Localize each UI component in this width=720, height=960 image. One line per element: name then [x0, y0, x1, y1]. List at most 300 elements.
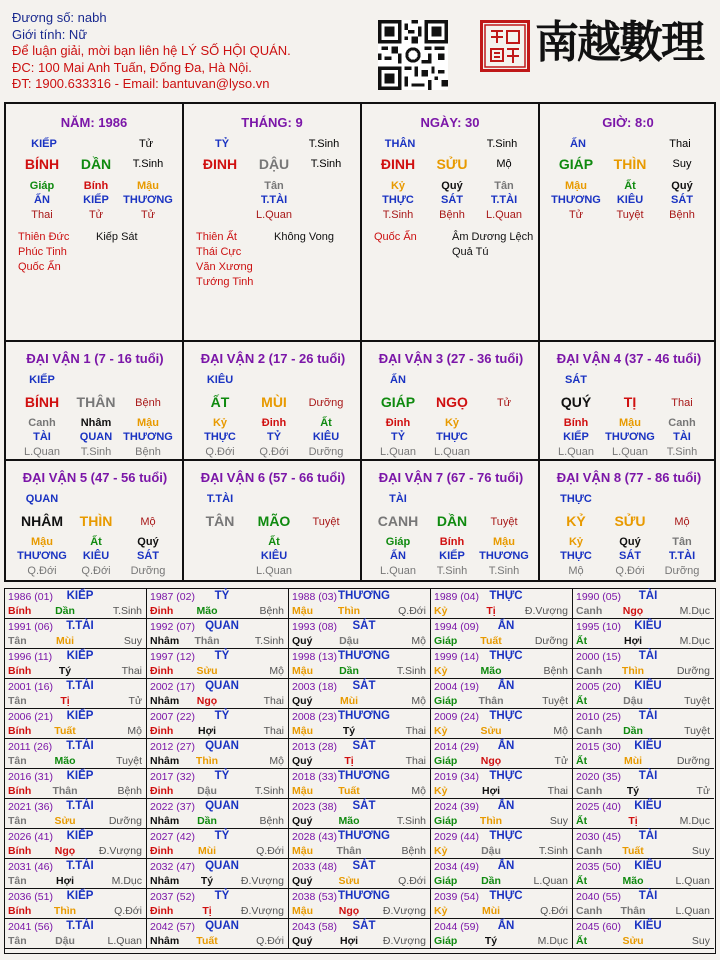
hidden-stem: Tân	[494, 180, 514, 192]
year-label: 2043 (58)	[292, 921, 337, 933]
red-seal-logo	[480, 20, 530, 72]
year-label: 2027 (42)	[150, 831, 195, 843]
heavenly-stem: Bính	[8, 905, 32, 917]
year-label: 2024 (39)	[434, 801, 479, 813]
hidden-stem: Ất	[268, 536, 280, 548]
heavenly-stem: GIÁP	[558, 156, 594, 172]
earthly-branch: Tuất	[622, 845, 644, 857]
ten-god: SÁT	[352, 680, 376, 692]
owner-name: Đương số: nabh	[12, 10, 107, 25]
earthly-branch: Thân	[52, 785, 78, 797]
hidden-ten-god: THƯƠNG	[123, 431, 173, 443]
earthly-branch: Hợi	[56, 875, 74, 887]
hidden-life-stage: Tuyệt	[616, 209, 644, 221]
hidden-ten-god: TÀI	[33, 431, 51, 443]
chart-main	[4, 102, 716, 582]
branch-life-stage: Thai	[671, 397, 693, 409]
annual-cell	[147, 619, 289, 649]
earthly-branch: Tuất	[54, 725, 76, 737]
hidden-stem: Kỷ	[212, 417, 228, 429]
heavenly-stem: Mậu	[292, 665, 313, 677]
annual-cell	[431, 769, 573, 799]
hidden-ten-god: KIÊU	[312, 431, 340, 443]
hidden-life-stage: Tử	[568, 209, 584, 221]
annual-cell	[431, 739, 573, 769]
earthly-branch: Dần	[481, 875, 501, 887]
annual-cell	[431, 859, 573, 889]
year-label: 1997 (12)	[150, 651, 195, 663]
pillar-2	[184, 104, 361, 342]
year-label: 2028 (43)	[292, 831, 337, 843]
hidden-life-stage: L.Quan	[557, 446, 595, 458]
hidden-ten-god: THỰC	[436, 431, 468, 443]
ten-god: TỶ	[214, 138, 230, 150]
life-stage: Suy	[549, 815, 568, 827]
year-label: 2030 (45)	[576, 831, 621, 843]
pillar-title: THÁNG: 9	[241, 115, 303, 130]
earthly-branch: Tị	[202, 905, 212, 917]
year-label: 2004 (19)	[434, 681, 479, 693]
ten-god: KIÊU	[634, 800, 662, 812]
branch-life-stage: T.Sinh	[310, 158, 342, 170]
earthly-branch: NGỌ	[436, 394, 468, 410]
hidden-life-stage: L.Quan	[379, 446, 417, 458]
branch-life-stage: Mộ	[496, 158, 512, 170]
ten-god: TỶ	[214, 830, 230, 842]
year-label: 1998 (13)	[292, 651, 337, 663]
ten-god: THƯƠNG	[338, 770, 390, 782]
hidden-stem: Quý	[137, 536, 159, 548]
contact-address: ĐC: 100 Mai Anh Tuấn, Đống Đa, Hà Nội.	[12, 59, 252, 75]
hidden-life-stage: Q.Đới	[205, 446, 235, 458]
life-stage: M.Dục	[111, 875, 142, 887]
contact-phone-email: ĐT: 1900.633316 - Email: bantuvan@lyso.vn	[12, 76, 270, 91]
year-label: 2000 (15)	[576, 651, 621, 663]
annual-cell	[289, 679, 431, 709]
earthly-branch: MÙI	[261, 394, 287, 410]
year-label: 2037 (52)	[150, 891, 195, 903]
earthly-branch: Mùi	[481, 905, 501, 917]
ten-god: TÀI	[638, 890, 658, 902]
auspicious-star: Tướng Tinh	[196, 276, 254, 288]
year-label: 2035 (50)	[576, 861, 621, 873]
year-label: 1994 (09)	[434, 621, 479, 633]
ten-god: QUAN	[205, 860, 239, 872]
heavenly-stem: Đinh	[150, 665, 174, 677]
annual-cell	[147, 799, 289, 829]
contact-invite: Để luận giải, mời bạn liên hệ LÝ SỐ HỘI QUÁN.	[12, 43, 291, 58]
heavenly-stem: Mậu	[292, 785, 313, 797]
life-stage: Đ.Vượng	[524, 605, 568, 617]
hidden-stem: Canh	[28, 417, 56, 429]
year-label: 1987 (02)	[150, 591, 195, 603]
ten-god: T.TÀI	[66, 680, 94, 692]
pillar-3	[362, 104, 539, 342]
hidden-ten-god: SÁT	[619, 550, 641, 562]
hidden-ten-god: SÁT	[671, 194, 693, 206]
heavenly-stem: ẤT	[210, 394, 230, 410]
life-stage: Tuyệt	[684, 725, 710, 737]
year-label: 2023 (38)	[292, 801, 337, 813]
heavenly-stem: Nhâm	[150, 635, 180, 647]
year-label: 2022 (37)	[150, 801, 195, 813]
hidden-stem: Quý	[441, 180, 463, 192]
heavenly-stem: BÍNH	[24, 394, 60, 410]
ten-god: KIÊU	[634, 680, 662, 692]
hidden-life-stage: L.Quan	[23, 446, 61, 458]
heavenly-stem: Quý	[292, 935, 313, 947]
annual-cell	[5, 709, 147, 739]
year-label: 2010 (25)	[576, 711, 621, 723]
hidden-stem: Ất	[90, 536, 102, 548]
inauspicious-star: Quả Tú	[452, 246, 489, 258]
year-label: 2002 (17)	[150, 681, 195, 693]
hidden-stem: Ất	[624, 180, 636, 192]
ten-god: KIẾP	[66, 770, 94, 782]
heavenly-stem: Kỷ	[434, 665, 448, 677]
ten-god: T.TÀI	[66, 800, 94, 812]
earthly-branch: Thìn	[621, 665, 645, 677]
hidden-stem: Đinh	[385, 417, 411, 429]
ten-god: THỰC	[489, 590, 523, 602]
ten-god: THỰC	[489, 830, 523, 842]
ten-god: TÀI	[638, 770, 658, 782]
annual-cell	[573, 799, 714, 829]
earthly-branch: Thìn	[53, 905, 77, 917]
ten-god: SÁT	[352, 920, 376, 932]
heavenly-stem: KỶ	[566, 513, 586, 529]
year-label: 1986 (01)	[8, 591, 53, 603]
heavenly-stem: Bính	[8, 845, 32, 857]
life-stage: Suy	[123, 635, 142, 647]
hidden-stem: Bính	[83, 180, 109, 192]
earthly-branch: Sửu	[54, 815, 76, 827]
life-stage: Thai	[547, 785, 568, 797]
hidden-stem: Kỷ	[568, 536, 584, 548]
hidden-ten-god: ẤN	[390, 550, 406, 562]
annual-cell	[431, 649, 573, 679]
ten-god: THỰC	[489, 710, 523, 722]
earthly-branch: TỊ	[623, 394, 637, 410]
annual-cell	[147, 859, 289, 889]
earthly-branch: Tý	[342, 725, 356, 737]
hidden-life-stage: L.Quan	[433, 446, 471, 458]
hidden-stem: Mậu	[619, 417, 641, 429]
life-stage: Tuyệt	[542, 695, 568, 707]
earthly-branch: Tý	[200, 875, 214, 887]
ten-god: THÂN	[384, 138, 416, 150]
heavenly-stem: GIÁP	[380, 394, 416, 410]
inauspicious-star: Kiếp Sát	[96, 231, 138, 243]
earthly-branch: Hợi	[198, 725, 216, 737]
ten-god: THƯƠNG	[338, 710, 390, 722]
life-stage: Tử	[138, 138, 154, 150]
annual-cell	[431, 619, 573, 649]
hidden-ten-god: THỰC	[382, 194, 414, 206]
hidden-life-stage: Q.Đới	[615, 565, 645, 577]
life-stage: Q.Đới	[114, 905, 142, 917]
year-label: 1996 (11)	[8, 651, 53, 663]
life-stage: Bệnh	[259, 815, 284, 827]
annual-cell	[289, 769, 431, 799]
branch-life-stage: Mộ	[140, 516, 156, 528]
annual-cell	[289, 829, 431, 859]
earthly-branch: Sửu	[480, 725, 502, 737]
ten-god: TỶ	[214, 890, 230, 902]
hidden-ten-god: KIẾP	[83, 194, 109, 206]
heavenly-stem: Kỷ	[434, 785, 448, 797]
heavenly-stem: Bính	[8, 785, 32, 797]
heavenly-stem: Tân	[8, 635, 27, 647]
heavenly-stem: Mậu	[292, 605, 313, 617]
annual-cell	[573, 649, 714, 679]
hidden-life-stage: T.Sinh	[436, 565, 468, 577]
dai-van-title: ĐẠI VẬN 6 (57 - 66 tuổi)	[200, 470, 346, 485]
ten-god: T.TÀI	[66, 620, 94, 632]
year-label: 2029 (44)	[434, 831, 479, 843]
ten-god: KIẾP	[66, 710, 94, 722]
life-stage: L.Quan	[533, 875, 568, 887]
earthly-branch: Tị	[486, 605, 496, 617]
heavenly-stem: ĐINH	[380, 156, 416, 172]
annual-cell	[431, 709, 573, 739]
hidden-ten-god: TỶ	[266, 431, 282, 443]
ten-god: THƯƠNG	[338, 830, 390, 842]
heavenly-stem: Đinh	[150, 845, 174, 857]
hidden-life-stage: Q.Đới	[259, 446, 289, 458]
annual-cell	[431, 889, 573, 919]
hidden-stem: Mậu	[31, 536, 53, 548]
heavenly-stem: Tân	[8, 695, 27, 707]
annual-cell	[573, 739, 714, 769]
ten-god: KIÊU	[634, 860, 662, 872]
life-stage: T.Sinh	[112, 605, 142, 617]
annual-cell	[5, 619, 147, 649]
earthly-branch: MÃO	[257, 513, 291, 529]
year-label: 2009 (24)	[434, 711, 479, 723]
life-stage: Bệnh	[543, 665, 568, 677]
heavenly-stem: Bính	[8, 725, 32, 737]
earthly-branch: Hợi	[340, 935, 358, 947]
annual-cell	[5, 769, 147, 799]
life-stage: T.Sinh	[254, 635, 284, 647]
hidden-life-stage: Tử	[88, 209, 104, 221]
ten-god: TỶ	[214, 650, 230, 662]
heavenly-stem: Giáp	[434, 695, 458, 707]
life-stage: Bệnh	[117, 785, 142, 797]
annual-cell	[289, 709, 431, 739]
heavenly-stem: Nhâm	[150, 815, 180, 827]
year-label: 2033 (48)	[292, 861, 337, 873]
life-stage: Bệnh	[259, 605, 284, 617]
hidden-stem: Mậu	[493, 536, 515, 548]
annual-cell	[5, 589, 147, 619]
branch-life-stage: Tuyệt	[312, 516, 340, 528]
hidden-ten-god: T.TÀI	[668, 550, 696, 562]
life-stage: Mộ	[269, 755, 284, 767]
heavenly-stem: Quý	[292, 635, 313, 647]
earthly-branch: Tị	[344, 755, 354, 767]
annual-cell	[289, 649, 431, 679]
year-label: 2039 (54)	[434, 891, 479, 903]
heavenly-stem: Bính	[8, 605, 32, 617]
life-stage: T.Sinh	[254, 785, 284, 797]
earthly-branch: Mão	[54, 755, 76, 767]
year-label: 2045 (60)	[576, 921, 621, 933]
branch-life-stage: T.Sinh	[132, 158, 164, 170]
hidden-life-stage: Dưỡng	[130, 565, 166, 577]
heavenly-stem: Canh	[576, 785, 603, 797]
ten-god: THỰC	[489, 890, 523, 902]
life-stage: Q.Đới	[398, 605, 426, 617]
life-stage: Dưỡng	[108, 815, 142, 827]
annual-cell	[573, 679, 714, 709]
heavenly-stem: Nhâm	[150, 875, 180, 887]
earthly-branch: Dần	[55, 605, 75, 617]
annual-cell	[573, 619, 714, 649]
ten-god: THƯƠNG	[338, 590, 390, 602]
annual-cell	[5, 859, 147, 889]
ten-god: T.TÀI	[66, 920, 94, 932]
dai-van-title: ĐẠI VẬN 1 (7 - 16 tuổi)	[26, 351, 164, 366]
dai-van-title: ĐẠI VẬN 3 (27 - 36 tuổi)	[378, 351, 524, 366]
life-stage: Suy	[691, 845, 710, 857]
earthly-branch: Ngọ	[196, 695, 218, 707]
auspicious-star: Thiên Đức	[18, 231, 70, 243]
heavenly-stem: Tân	[8, 755, 27, 767]
auspicious-star: Thái Cực	[196, 246, 242, 258]
earthly-branch: Tuất	[196, 935, 218, 947]
earthly-branch: Mùi	[623, 755, 643, 767]
life-stage: Đ.Vượng	[240, 905, 284, 917]
hidden-life-stage: T.Sinh	[488, 565, 520, 577]
auspicious-star: Quốc Ấn	[374, 231, 417, 243]
hidden-life-stage: Mộ	[568, 565, 584, 577]
year-label: 2020 (35)	[576, 771, 621, 783]
life-stage: T.Sinh	[308, 138, 340, 150]
annual-cell	[5, 829, 147, 859]
heavenly-stem: Canh	[576, 905, 603, 917]
heavenly-stem: QUÝ	[560, 394, 592, 410]
ten-god: QUAN	[205, 620, 239, 632]
heavenly-stem: Giáp	[434, 635, 458, 647]
hidden-life-stage: Tử	[140, 209, 156, 221]
pillar-title: NĂM: 1986	[60, 115, 128, 130]
hidden-life-stage: Bệnh	[669, 209, 695, 221]
ten-god: SÁT	[352, 800, 376, 812]
heavenly-stem: Ất	[576, 755, 588, 767]
hidden-life-stage: L.Quan	[379, 565, 417, 577]
hidden-stem: Kỷ	[390, 180, 406, 192]
hidden-ten-god: KIÊU	[260, 550, 288, 562]
annual-cell	[147, 649, 289, 679]
annual-cell	[573, 889, 714, 919]
annual-cell	[289, 589, 431, 619]
earthly-branch: Sửu	[338, 875, 360, 887]
year-label: 2040 (55)	[576, 891, 621, 903]
heavenly-stem: Kỷ	[434, 605, 448, 617]
ten-god: ẤN	[497, 860, 515, 872]
heavenly-stem: Ất	[576, 875, 588, 887]
earthly-branch: Sửu	[196, 665, 218, 677]
annual-cell	[573, 709, 714, 739]
hidden-life-stage: Dưỡng	[664, 565, 700, 577]
life-stage: Dưỡng	[676, 665, 710, 677]
year-label: 1989 (04)	[434, 591, 479, 603]
year-label: 2025 (40)	[576, 801, 621, 813]
hidden-stem: Kỷ	[444, 417, 460, 429]
life-stage: T.Sinh	[396, 815, 426, 827]
earthly-branch: Thân	[478, 695, 504, 707]
annual-cell	[5, 799, 147, 829]
hidden-ten-god: THỰC	[204, 431, 236, 443]
annual-cell	[431, 919, 573, 949]
earthly-branch: Tý	[626, 785, 640, 797]
life-stage: Thai	[263, 695, 284, 707]
earthly-branch: Dậu	[197, 785, 217, 797]
year-label: 2041 (56)	[8, 921, 53, 933]
heavenly-stem: Canh	[576, 725, 603, 737]
heavenly-stem: Canh	[576, 845, 603, 857]
year-label: 2015 (30)	[576, 741, 621, 753]
life-stage: Mộ	[127, 725, 142, 737]
year-label: 2012 (27)	[150, 741, 195, 753]
annual-cell	[573, 829, 714, 859]
earthly-branch: Hợi	[482, 785, 500, 797]
heavenly-stem: Tân	[8, 815, 27, 827]
dai-van-title: ĐẠI VẬN 7 (67 - 76 tuổi)	[378, 470, 524, 485]
ten-god: SÁT	[352, 620, 376, 632]
auspicious-star: Văn Xương	[196, 261, 253, 273]
heavenly-stem: ĐINH	[202, 156, 238, 172]
annual-cell	[289, 889, 431, 919]
dai-van-6	[184, 461, 361, 579]
life-stage: Q.Đới	[256, 845, 284, 857]
life-stage: Thai	[405, 755, 426, 767]
annual-cell	[147, 919, 289, 949]
heavenly-stem: Ất	[576, 635, 588, 647]
year-label: 2003 (18)	[292, 681, 337, 693]
heavenly-stem: CANH	[377, 513, 419, 529]
year-label: 2042 (57)	[150, 921, 195, 933]
ten-god: ẤN	[497, 800, 515, 812]
life-stage: M.Dục	[537, 935, 568, 947]
hidden-ten-god: SÁT	[137, 550, 159, 562]
year-label: 2017 (32)	[150, 771, 195, 783]
year-label: 2007 (22)	[150, 711, 195, 723]
inauspicious-star: Không Vong	[274, 231, 334, 243]
life-stage: Tuyệt	[684, 695, 710, 707]
pillar-4	[540, 104, 717, 342]
earthly-branch: Thìn	[195, 755, 219, 767]
hidden-ten-god: THƯƠNG	[551, 194, 601, 206]
earthly-branch: THÌN	[613, 156, 647, 172]
heavenly-stem: Bính	[8, 665, 32, 677]
heavenly-stem: Giáp	[434, 935, 458, 947]
gender: Giới tính: Nữ	[12, 26, 88, 42]
ten-god: T.TÀI	[66, 860, 94, 872]
earthly-branch: Dần	[197, 815, 217, 827]
annual-cell	[289, 739, 431, 769]
hidden-ten-god: T.TÀI	[260, 194, 288, 206]
ten-god: TỶ	[214, 710, 230, 722]
heavenly-stem: Tân	[8, 875, 27, 887]
year-label: 2021 (36)	[8, 801, 53, 813]
heavenly-stem: Mậu	[292, 845, 313, 857]
annual-cell	[289, 619, 431, 649]
ten-god: KIẾP	[66, 830, 94, 842]
annual-cell	[573, 589, 714, 619]
